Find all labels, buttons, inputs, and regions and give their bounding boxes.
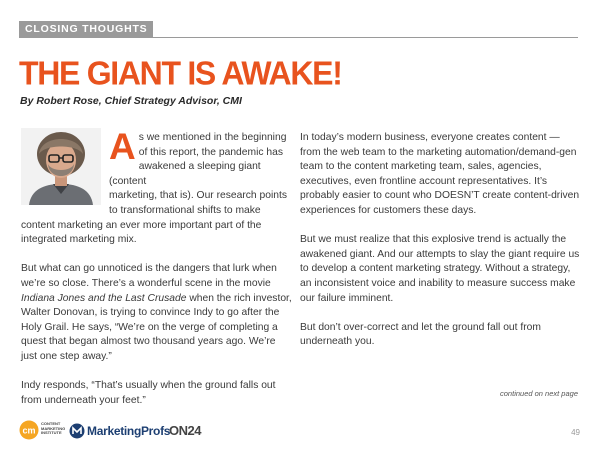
intro-line: marketing, that is). Our research points — [109, 190, 287, 202]
paragraph: But don’t over-correct and let the ground fall out from underneath you. — [300, 321, 541, 348]
cmi-line: CONTENT — [41, 421, 61, 426]
cmi-line: MARKETING — [41, 425, 66, 431]
drop-cap: A — [109, 126, 136, 167]
on24-logo: ON24 — [169, 423, 201, 438]
page-number: 49 — [571, 428, 580, 437]
continued-note: continued on next page — [500, 389, 578, 398]
movie-title: Indiana Jones and the Last Crusade — [21, 292, 187, 304]
intro-tail: content marketing an ever more important part of the integrated marketing mix. — [21, 219, 262, 246]
section-tag: CLOSING THOUGHTS — [19, 21, 153, 37]
paragraph — [21, 262, 293, 364]
paragraph: But we must realize that this explosive trend is actually the awakened giant. And our attempts to slay the giant require us to develop a content marketing strategy. Without a strategy, an inconsistent voice and inability to measure success make our failure imminent. — [300, 234, 580, 304]
intro-paragraph — [21, 126, 293, 248]
cmi-logo-icon — [19, 420, 39, 440]
marketingprofs-logo-icon — [69, 423, 85, 439]
paragraph: In today’s modern business, everyone creates content — from the web team to the marketing automation/demand-gen team to the content marketing team, sales, agencies, executives, even frontline account representatives. It’s probably easier to count who DOESN’T create content-driven experiences for customers these days. — [300, 132, 580, 216]
byline: By Robert Rose, Chief Strategy Advisor, CMI — [20, 95, 242, 107]
left-column — [21, 126, 293, 423]
cmi-wordmark — [41, 422, 65, 436]
paragraph: Indy responds, “That’s usually when the ground falls out from underneath your feet.” — [21, 380, 276, 406]
intro-line: of this report, the pandemic has — [138, 146, 283, 158]
right-column — [300, 131, 580, 365]
page-title: THE GIANT IS AWAKE! — [19, 54, 342, 92]
footer-logos — [19, 420, 319, 442]
cmi-line: INSTITUTE — [41, 430, 62, 436]
intro-line: s we mentioned in the beginning — [138, 132, 287, 143]
cmi-mark: cm — [22, 425, 36, 436]
intro-line: awakened a sleeping giant (content — [109, 161, 261, 187]
intro-line: to transformational shifts to make — [109, 204, 261, 216]
marketingprofs-wordmark: MarketingProfs — [87, 424, 171, 438]
paragraph-text: But what can go unnoticed is the dangers that lurk when we’re so close. There’s a wonderful scene in the movie — [21, 263, 277, 289]
section-divider — [19, 37, 578, 38]
paragraph-text: when the rich investor, Walter Donovan, is trying to convince Indy to go after the Holy Grail. He says, “We’re on the verge of completing a quest that began almost two thousand years ago. We’re just one step away.” — [21, 292, 292, 362]
